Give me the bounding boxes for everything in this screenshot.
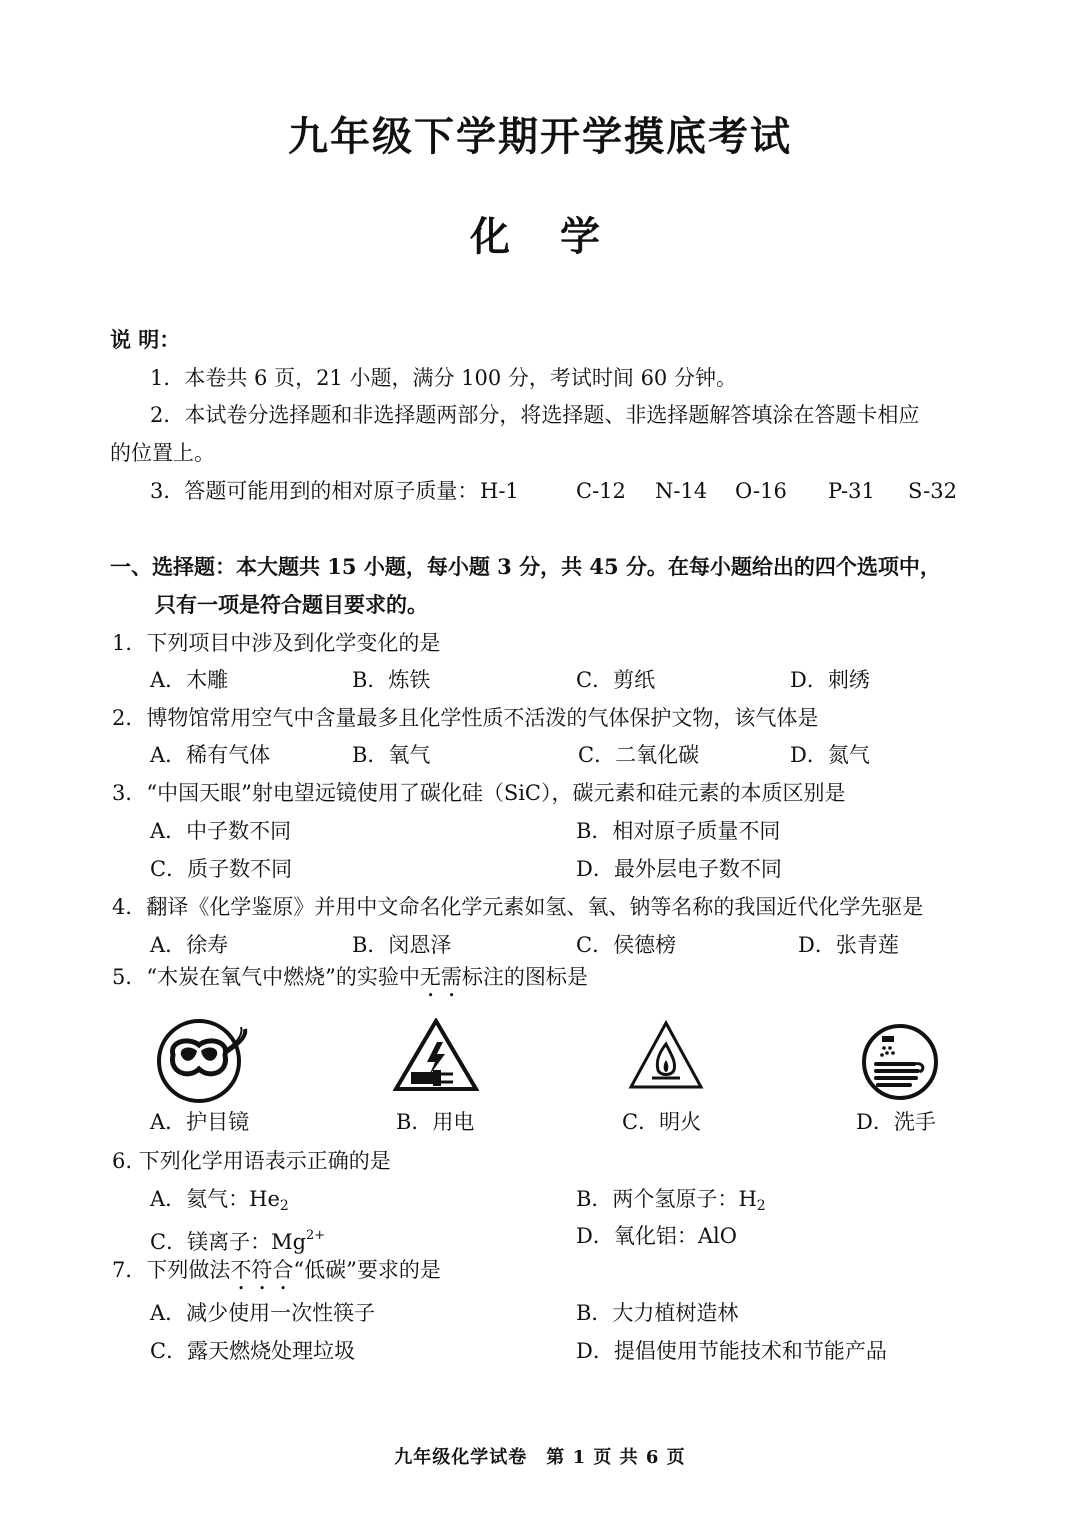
- q7-stem-emphasis: 不符合: [230, 1258, 294, 1282]
- q7-option-b: B．大力植树造林: [576, 1301, 739, 1325]
- question-5-stem: [112, 965, 588, 1002]
- q6-a-label: A．氦气：: [150, 1187, 250, 1211]
- q3-option-c: C．质子数不同: [150, 857, 293, 881]
- hand-washing-icon: [860, 1022, 940, 1102]
- q7-stem-post: “低碳”要求的是: [293, 1258, 441, 1282]
- note-3: 3．答题可能用到的相对原子质量：: [150, 479, 479, 503]
- q5-stem-emphasis: 无需: [419, 965, 462, 989]
- q6-b-label: B．两个氢原子：: [576, 1187, 739, 1211]
- mass-p: P-31: [828, 479, 875, 503]
- subject-title: 化学: [470, 213, 650, 260]
- q5-option-c: C．明火: [622, 1110, 702, 1134]
- q5-option-a: A．护目镜: [150, 1110, 250, 1134]
- q6-d-formula: AlO: [697, 1224, 737, 1248]
- q6-c-superscript: 2+: [306, 1228, 326, 1243]
- q1-option-b: B．炼铁: [352, 668, 431, 692]
- q4-option-b: B．闵恩泽: [352, 933, 452, 957]
- q4-option-c: C．侯德榜: [576, 933, 677, 957]
- note-2: 2．本试卷分选择题和非选择题两部分，将选择题、非选择题解答填涂在答题卡相应: [150, 403, 920, 427]
- q2-option-b: B．氧气: [352, 743, 431, 767]
- question-3-stem: 3．“中国天眼”射电望远镜使用了碳化硅（SiC），碳元素和硅元素的本质区别是: [112, 781, 846, 805]
- q6-option-b: [576, 1187, 766, 1218]
- open-flame-warning-icon: [628, 1020, 704, 1090]
- mass-n: N-14: [655, 479, 708, 503]
- q4-option-a: A．徐寿: [150, 933, 229, 957]
- mass-o: O-16: [735, 479, 787, 503]
- q5-option-d: D．洗手: [856, 1110, 936, 1134]
- q4-option-d: D．张青莲: [798, 933, 899, 957]
- q5-option-b: B．用电: [396, 1110, 475, 1134]
- notes-label: 说 明：: [110, 327, 181, 352]
- question-4-stem: 4．翻译《化学鉴原》并用中文命名化学元素如氢、氧、钠等名称的我国近代化学先驱是: [112, 895, 924, 919]
- q3-option-a: A．中子数不同: [150, 819, 292, 843]
- q1-option-d: D．刺绣: [790, 668, 870, 692]
- q2-option-d: D．氮气: [790, 743, 870, 767]
- q6-b-formula: H: [738, 1187, 757, 1211]
- q1-option-c: C．剪纸: [576, 668, 656, 692]
- question-6-stem: 6. 下列化学用语表示正确的是: [112, 1149, 391, 1173]
- q6-d-label: D．氧化铝：: [576, 1224, 698, 1248]
- question-7-stem: [112, 1258, 441, 1295]
- q3-option-d: D．最外层电子数不同: [576, 857, 782, 881]
- mass-s: S-32: [908, 479, 957, 503]
- note-1: 1．本卷共 6 页，21 小题，满分 100 分，考试时间 60 分钟。: [150, 366, 737, 390]
- mass-h: H-1: [480, 479, 519, 503]
- q5-stem-pre: 5．“木炭在氧气中燃烧”的实验中: [112, 965, 420, 989]
- q6-c-formula: Mg: [271, 1230, 307, 1254]
- q6-b-subscript: 2: [756, 1198, 766, 1214]
- mass-c: C-12: [576, 479, 626, 503]
- section-heading-cont: 只有一项是符合题目要求的。: [155, 592, 428, 617]
- q6-a-subscript: 2: [279, 1198, 289, 1214]
- q3-option-b: B．相对原子质量不同: [576, 819, 781, 843]
- q6-option-a: [150, 1187, 289, 1218]
- q2-option-c: C．二氧化碳: [578, 743, 700, 767]
- q7-stem-pre: 7．下列做法: [112, 1258, 231, 1282]
- q6-option-d: [576, 1224, 737, 1248]
- q6-a-formula: He: [249, 1187, 280, 1211]
- q7-option-c: C．露天燃烧处理垃圾: [150, 1339, 356, 1363]
- page-footer: 九年级化学试卷 第 1 页 共 6 页: [394, 1447, 686, 1468]
- q7-option-a: A．减少使用一次性筷子: [150, 1301, 376, 1325]
- goggles-icon: [155, 1015, 251, 1105]
- q7-option-d: D．提倡使用节能技术和节能产品: [576, 1339, 887, 1363]
- q2-option-a: A．稀有气体: [150, 743, 271, 767]
- q1-option-a: A．木雕: [150, 668, 229, 692]
- question-2-stem: 2．博物馆常用空气中含量最多且化学性质不活泼的气体保护文物，该气体是: [112, 706, 819, 730]
- section-heading: 一、选择题：本大题共 15 小题，每小题 3 分，共 45 分。在每小题给出的四个选项中，: [110, 554, 941, 579]
- note-2-cont: 的位置上。: [110, 441, 215, 465]
- exam-title: 九年级下学期开学摸底考试: [288, 113, 792, 160]
- electricity-warning-icon: [393, 1018, 479, 1092]
- question-1-stem: 1．下列项目中涉及到化学变化的是: [112, 631, 441, 655]
- q6-option-c: [150, 1224, 325, 1254]
- q6-c-label: C．镁离子：: [150, 1230, 272, 1254]
- q5-stem-post: 标注的图标是: [461, 965, 588, 989]
